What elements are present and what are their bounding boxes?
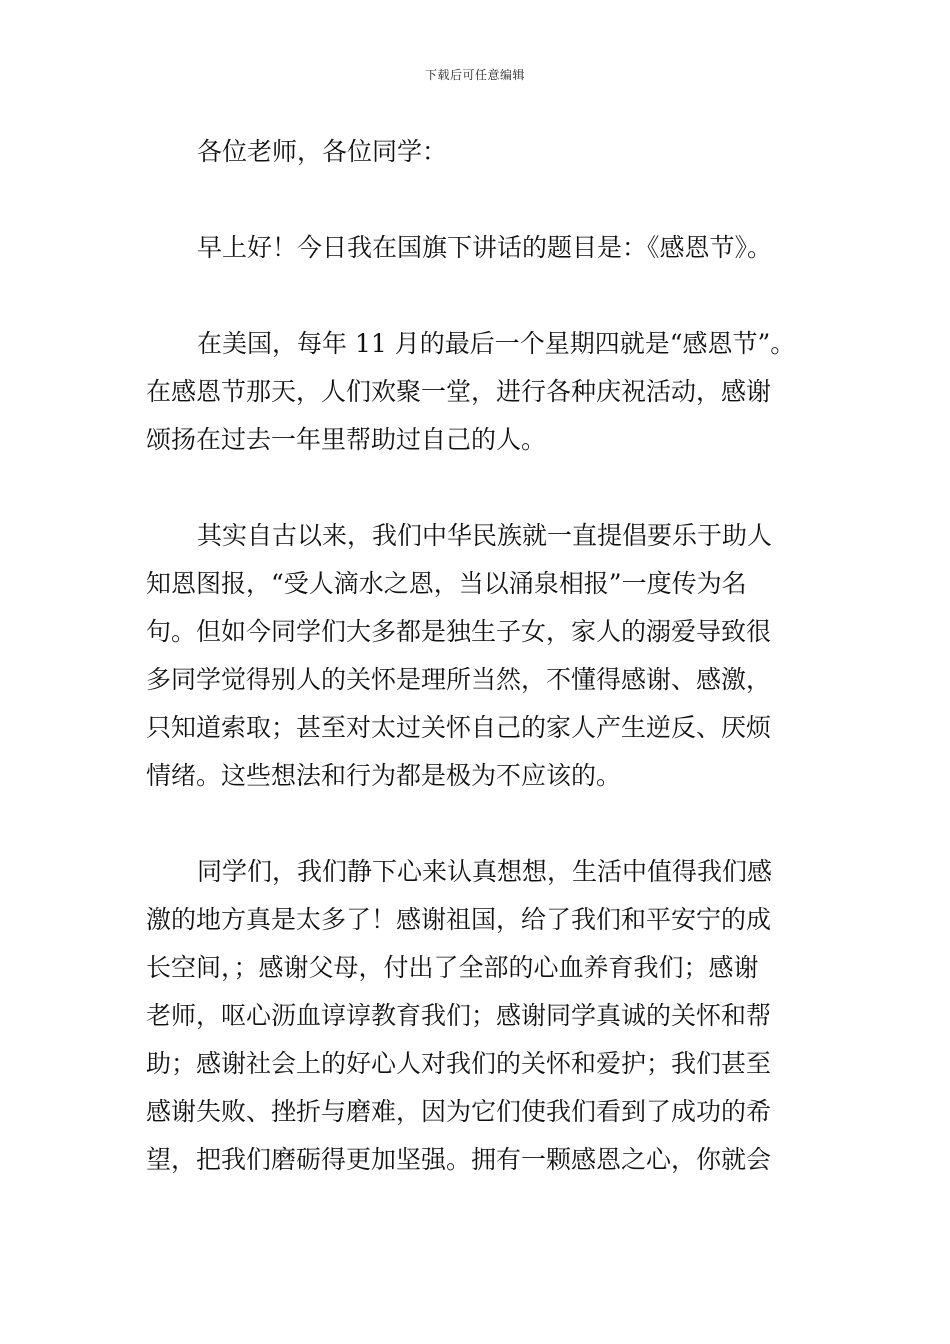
paragraph-line: 只知道索取；甚至对太过关怀自己的家人产生逆反、厌烦 — [146, 713, 772, 742]
paragraph-line: 颂扬在过去一年里帮助过自己的人。 — [146, 425, 547, 454]
paragraph-line: 望，把我们磨砺得更加坚强。拥有一颗感恩之心，你就会 — [146, 1145, 772, 1174]
paragraph-line: 情绪。这些想法和行为都是极为不应该的。 — [146, 761, 622, 790]
paragraph-line: 句。但如今同学们大多都是独生子女，家人的溺爱导致很 — [146, 617, 772, 646]
paragraph-line: 老师，呕心沥血谆谆教育我们；感谢同学真诚的关怀和帮 — [146, 1001, 772, 1030]
paragraph-thanksgiving-intro — [146, 320, 811, 464]
paragraph-greeting — [146, 128, 811, 176]
paragraph-line: 同学们，我们静下心来认真想想，生活中值得我们感 — [197, 857, 773, 886]
paragraph-line: 助；感谢社会上的好心人对我们的关怀和爱护；我们甚至 — [146, 1049, 772, 1078]
paragraph-line: 各位老师，各位同学： — [197, 137, 448, 166]
paragraph-gap — [146, 176, 811, 224]
page-header: 下载后可任意编辑 — [424, 68, 525, 82]
paragraph-line: 感谢失败、挫折与磨难，因为它们使我们看到了成功的希 — [146, 1097, 772, 1126]
paragraph-line: 多同学觉得别人的关怀是理所当然，不懂得感谢、感激， — [146, 665, 772, 694]
paragraph-line: 激的地方真是太多了！感谢祖国，给了我们和平安宁的成 — [146, 905, 772, 934]
paragraph-gap — [146, 272, 811, 320]
paragraph-gratitude — [146, 848, 811, 1184]
paragraph-line: 在感恩节那天，人们欢聚一堂，进行各种庆祝活动，感谢 — [146, 377, 772, 406]
paragraph-topic — [146, 224, 811, 272]
document-body — [146, 128, 811, 1184]
paragraph-line: 长空间，；感谢父母，付出了全部的心血养育我们；感谢 — [146, 953, 759, 982]
paragraph-gap — [146, 464, 811, 512]
paragraph-line: 知恩图报，“受人滴水之恩，当以涌泉相报”一度传为名 — [146, 569, 747, 598]
paragraph-tradition — [146, 512, 811, 800]
paragraph-line: 在美国，每年 11 月的最后一个星期四就是“感恩节”。 — [197, 329, 796, 358]
paragraph-line: 早上好！今日我在国旗下讲话的题目是：《感恩节》。 — [197, 233, 773, 262]
paragraph-line: 其实自古以来，我们中华民族就一直提倡要乐于助人 — [197, 521, 773, 550]
paragraph-gap — [146, 800, 811, 848]
